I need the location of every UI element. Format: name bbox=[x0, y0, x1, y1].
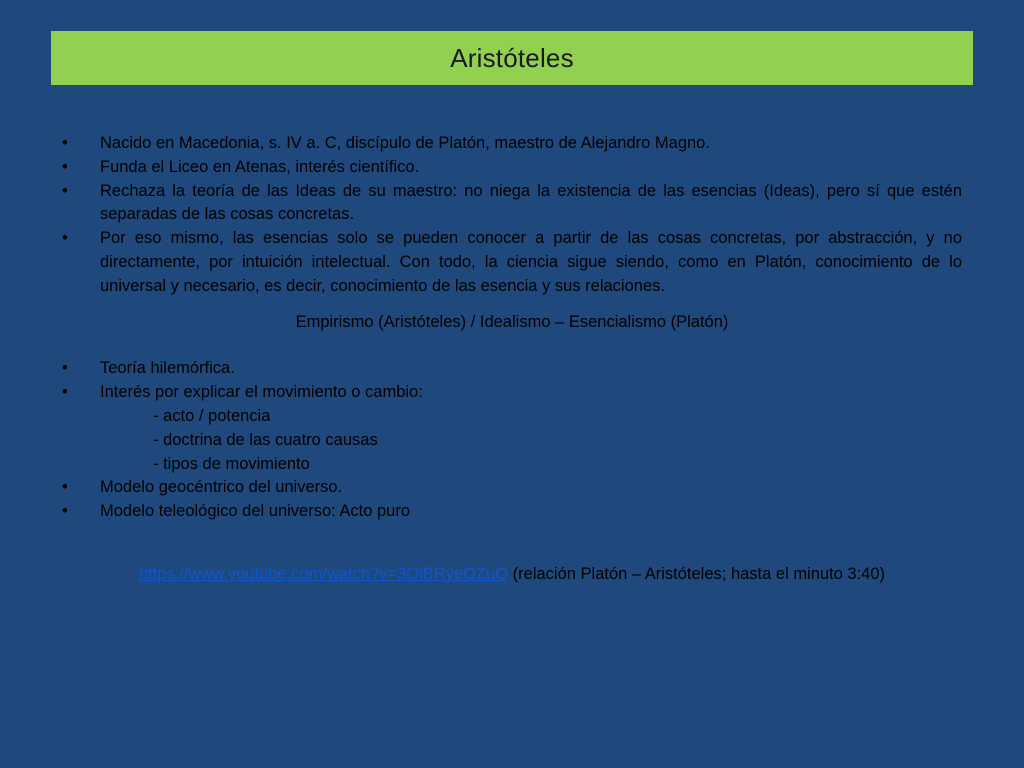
list-item bbox=[62, 357, 962, 381]
list-item bbox=[62, 476, 962, 500]
bullet-icon: • bbox=[62, 383, 68, 402]
bullet-icon: • bbox=[62, 502, 68, 521]
link-description: (relación Platón – Aristóteles; hasta el minuto 3:40) bbox=[508, 565, 886, 583]
title-bar bbox=[51, 31, 973, 85]
list-item bbox=[62, 132, 962, 156]
bullet-icon: • bbox=[62, 134, 68, 152]
bullet-icon: • bbox=[62, 478, 68, 497]
list-item-text: Modelo teleológico del universo: Acto puro bbox=[100, 502, 411, 521]
list-item-text: Teoría hilemórfica. bbox=[100, 359, 235, 378]
youtube-link[interactable]: https://www.youtube.com/watch?v=3OlBRyeOZuQ bbox=[138, 565, 509, 583]
list-item bbox=[62, 180, 962, 228]
list-item bbox=[62, 227, 962, 298]
sub-item: - acto / potencia bbox=[153, 406, 271, 425]
list-item bbox=[62, 500, 962, 524]
bullet-icon: • bbox=[62, 181, 68, 200]
list-item-text: Nacido en Macedonia, s. IV a. C, discípulo de Platón, maestro de Alejandro Magno. bbox=[100, 134, 710, 152]
sub-item: - doctrina de las cuatro causas bbox=[153, 430, 378, 449]
bullet-icon: • bbox=[62, 359, 68, 378]
slide-title: Aristóteles bbox=[450, 42, 574, 73]
centered-summary: Empirismo (Aristóteles) / Idealismo – Esencialismo (Platón) bbox=[295, 312, 729, 331]
content-body bbox=[62, 132, 962, 524]
list-item bbox=[62, 381, 962, 405]
list-item-text: Modelo geocéntrico del universo. bbox=[100, 478, 343, 497]
bullet-icon: • bbox=[62, 157, 68, 176]
list-item-text: Interés por explicar el movimiento o cambio: bbox=[100, 383, 423, 402]
sub-item: - tipos de movimiento bbox=[153, 454, 310, 473]
bullet-icon: • bbox=[62, 229, 68, 248]
list-item-text: Por eso mismo, las esencias solo se pueden conocer a partir de las cosas concretas, por abstracción, y no directamente, por intuición intelectual. Con todo, la ciencia sigue siendo, como en Platón, conocimiento de lo universal y necesario, es decir, conocimiento de las esencia y sus relaciones. bbox=[100, 229, 962, 295]
video-reference bbox=[0, 562, 1024, 586]
list-item-text: Funda el Liceo en Atenas, interés científico. bbox=[100, 157, 420, 176]
list-item-text: Rechaza la teoría de las Ideas de su maestro: no niega la existencia de las esencias (Ideas), pero sí que estén separadas de las cosas concretas. bbox=[100, 181, 962, 224]
list-item bbox=[62, 156, 962, 180]
